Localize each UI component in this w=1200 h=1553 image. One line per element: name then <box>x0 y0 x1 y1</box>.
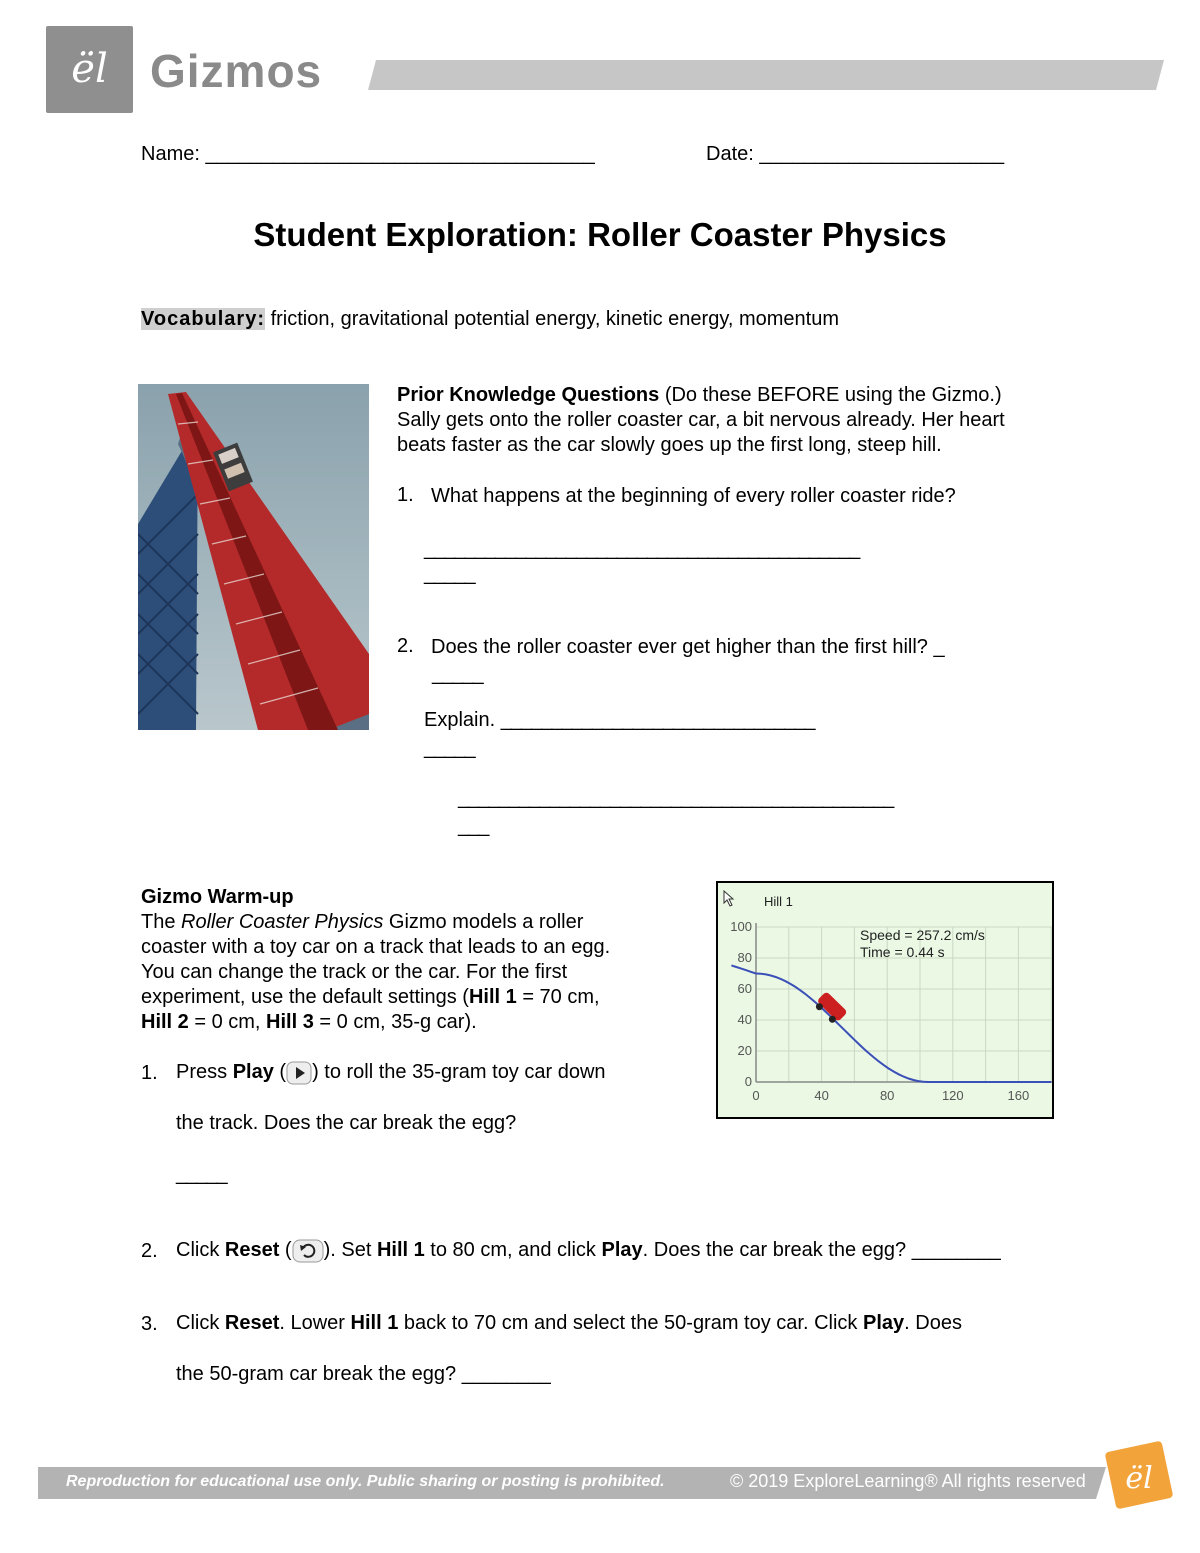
explain-answer-line-4[interactable]: ___ <box>458 815 489 837</box>
hill-label: Hill 1 <box>764 894 793 909</box>
y-tick-label: 100 <box>730 919 752 934</box>
wu-q2-part: to 80 cm, and click <box>424 1239 602 1261</box>
intro-line-2: beats faster as the car slowly goes up the first long, steep hill. <box>397 434 942 456</box>
warmup-line-2: coaster with a toy car on a track that leads to an egg. <box>141 936 611 958</box>
roller-coaster-photo <box>138 384 369 730</box>
logo-glyph: ël <box>71 46 108 92</box>
toy-car <box>813 991 848 1026</box>
name-blank[interactable]: ___________________________________ <box>205 143 595 165</box>
speed-readout: Speed = 257.2 cm/s <box>860 927 985 943</box>
pk-q1-text: What happens at the beginning of every roller coaster ride? <box>431 485 956 507</box>
x-tick-label: 80 <box>879 1088 895 1103</box>
wu-q3-part: back to 70 cm and select the 50-gram toy car. Click <box>398 1312 863 1334</box>
y-tick-label: 0 <box>744 1074 752 1089</box>
intro-line-1: Sally gets onto the roller coaster car, a bit nervous already. Her heart <box>397 409 1005 431</box>
play-button-icon <box>286 1061 312 1085</box>
page-title: Student Exploration: Roller Coaster Physics <box>253 216 947 253</box>
track-line <box>731 965 1051 1082</box>
prior-knowledge-intro <box>397 383 1005 458</box>
warmup-text: experiment, use the default settings ( <box>141 986 469 1008</box>
gizmo-screenshot <box>716 881 1054 1119</box>
vocabulary-terms: friction, gravitational potential energy, kinetic energy, momentum <box>270 308 839 330</box>
warmup-text: The <box>141 911 182 933</box>
name-field[interactable] <box>141 143 595 166</box>
wu-q2-text <box>176 1238 1001 1263</box>
hill-1-label: Hill 1 <box>468 986 517 1008</box>
wu-q1-part: ( <box>273 1061 287 1083</box>
explain-answer-line-2[interactable]: _____ <box>424 737 475 759</box>
reset-label: Reset <box>224 1239 280 1261</box>
warmup-line-3: You can change the track or the car. For the first <box>141 961 568 983</box>
wu-q1-part: ) to roll the 35-gram toy car down <box>312 1061 606 1083</box>
date-blank[interactable]: ______________________ <box>759 143 1005 165</box>
wu-q2-number: 2. <box>141 1240 158 1262</box>
wu-q2-part: Click <box>176 1239 225 1261</box>
pk-q2-text: Does the roller coaster ever get higher than the first hill? _ <box>431 636 945 658</box>
wu-q3-part: . Does <box>904 1312 962 1334</box>
wu-q3-part: Click <box>176 1312 225 1334</box>
vocabulary <box>141 308 839 331</box>
date-label: Date: <box>706 143 754 165</box>
wu-q3-line-2: the 50-gram car break the egg? ________ <box>176 1363 551 1385</box>
warmup-text: = 0 cm, 35-g car). <box>313 1011 477 1033</box>
wu-q3-text <box>176 1311 962 1336</box>
wu-q3-part: . Lower <box>279 1312 351 1334</box>
x-tick-label: 160 <box>1007 1088 1030 1103</box>
date-field[interactable] <box>706 143 1004 166</box>
hill-2-label: Hill 2 <box>141 1011 189 1033</box>
brand-name: Gizmos <box>150 45 323 97</box>
explorelearning-logo <box>1100 1440 1178 1512</box>
wu-q2-part: . Does the car break the egg? ________ <box>642 1239 1001 1261</box>
wu-q1-line-2: the track. Does the car break the egg? <box>176 1112 517 1134</box>
hill-1-label: Hill 1 <box>350 1312 399 1334</box>
wu-q1-answer-line[interactable]: _____ <box>176 1163 227 1185</box>
warmup-text: = 0 cm, <box>188 1011 267 1033</box>
x-tick-label: 120 <box>941 1088 964 1103</box>
explain-answer-line[interactable]: _______________________________ <box>500 709 815 731</box>
explain-label: Explain. <box>424 709 496 731</box>
y-tick-label: 40 <box>737 1012 752 1027</box>
wu-q3-number: 3. <box>141 1313 158 1335</box>
reset-button-icon <box>292 1239 324 1263</box>
wu-q2-part: ( <box>279 1239 292 1261</box>
wu-q1-number: 1. <box>141 1062 158 1084</box>
footer-logo-glyph: ël <box>1125 1461 1153 1496</box>
pk-explain <box>424 708 815 733</box>
pk-q2-number: 2. <box>397 635 414 657</box>
hill-1-label: Hill 1 <box>376 1239 425 1261</box>
wu-q2-part: ). Set <box>323 1239 377 1261</box>
cursor-icon <box>724 891 733 906</box>
gizmo-name: Roller Coaster Physics <box>181 911 384 933</box>
pk-q1-number: 1. <box>397 484 414 506</box>
footer-notice: Reproduction for educational use only. Public sharing or posting is prohibited. <box>66 1473 665 1490</box>
play-label: Play <box>601 1239 643 1261</box>
warmup-text: = 70 cm, <box>516 986 600 1008</box>
play-label: Play <box>862 1312 905 1334</box>
wu-q1-text <box>176 1060 606 1085</box>
y-tick-label: 20 <box>737 1043 752 1058</box>
header-bar <box>368 60 1164 90</box>
explain-answer-line-3[interactable]: ___________________________________________ <box>458 787 894 809</box>
pk-q2-answer-line[interactable]: _____ <box>432 663 483 685</box>
warmup-heading: Gizmo Warm-up <box>141 886 294 908</box>
warmup-text: Gizmo models a roller <box>383 911 584 933</box>
prior-knowledge-note: (Do these BEFORE using the Gizmo.) <box>664 384 1002 406</box>
y-tick-label: 60 <box>737 981 752 996</box>
pk-q1-answer-line-2[interactable]: _____ <box>424 563 475 585</box>
x-tick-label: 0 <box>752 1088 760 1103</box>
wu-q1-part: Press <box>176 1061 233 1083</box>
reset-label: Reset <box>224 1312 280 1334</box>
vocabulary-label: Vocabulary: <box>141 308 265 330</box>
prior-knowledge-heading: Prior Knowledge Questions <box>397 384 660 406</box>
y-tick-label: 80 <box>737 950 752 965</box>
name-label: Name: <box>141 143 200 165</box>
x-tick-label: 40 <box>814 1088 829 1103</box>
footer-copyright: © 2019 ExploreLearning® All rights reserved <box>730 1471 1086 1491</box>
warmup-intro <box>141 885 610 1035</box>
gizmo-graph <box>718 883 1052 1117</box>
gizmos-logo <box>46 26 133 113</box>
hill-3-label: Hill 3 <box>266 1011 314 1033</box>
pk-q1-answer-line[interactable]: ___________________________________________ <box>424 538 860 560</box>
play-label: Play <box>232 1061 274 1083</box>
time-readout: Time = 0.44 s <box>860 944 945 960</box>
